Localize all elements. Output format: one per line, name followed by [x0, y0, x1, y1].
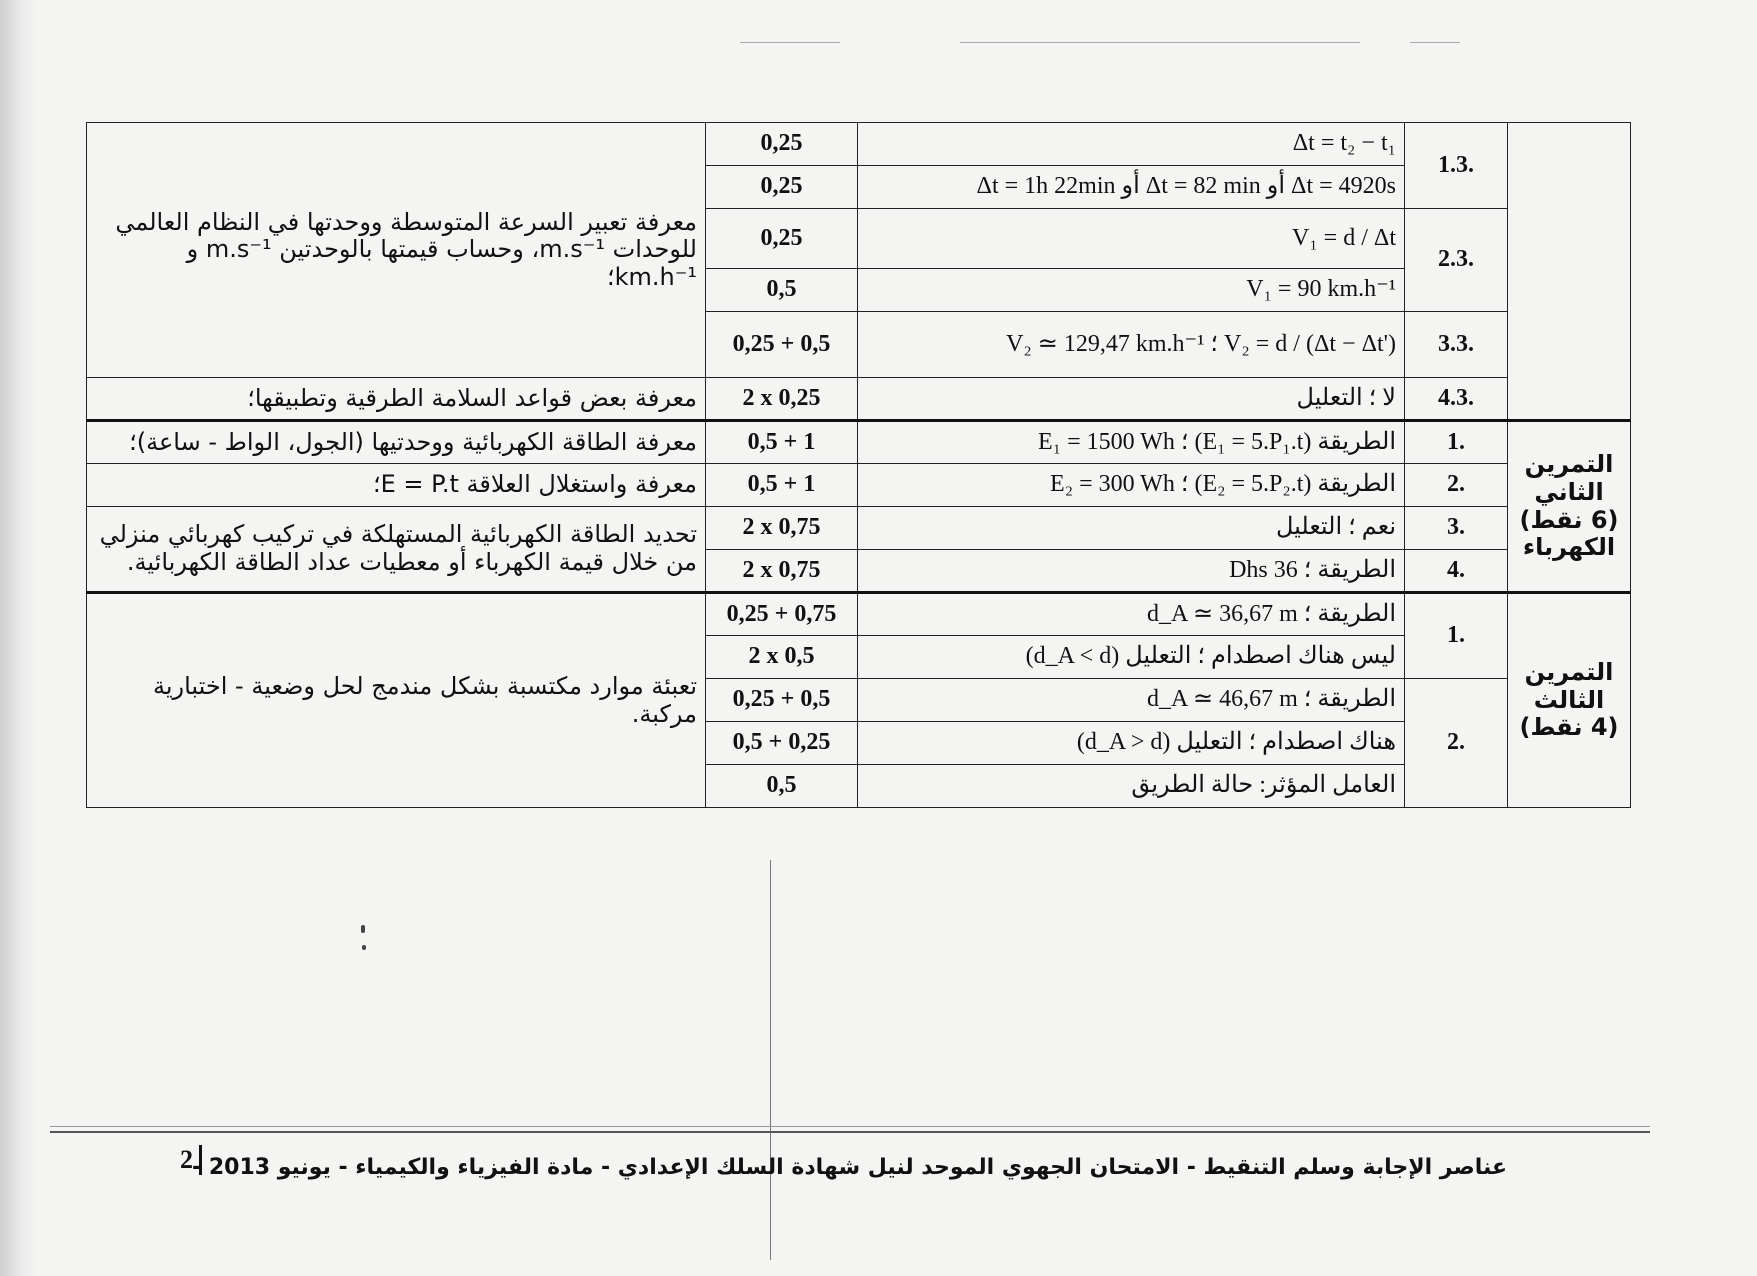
table-row	[87, 123, 1631, 166]
answer-cell: نعم ؛ التعليل	[858, 507, 1405, 550]
competency-text: معرفة تعبير السرعة المتوسطة ووحدتها في النظام العالمي للوحدات m.s⁻¹، وحساب قيمتها بالوحدتين m.s⁻¹ و km.h⁻¹؛	[115, 207, 697, 291]
answer-cell: الطريقة ؛ d_A ≃ 36,67 m	[858, 593, 1405, 636]
question-number: 2.	[1405, 464, 1508, 507]
footer-rule	[50, 1126, 1650, 1133]
score-cell: 0,5	[706, 765, 858, 808]
question-number: 3.	[1405, 507, 1508, 550]
scan-artifact	[740, 42, 840, 43]
score-cell: 2 x 0,5	[706, 636, 858, 679]
exercise-points: (4 نقط)	[1519, 713, 1619, 742]
question-number: 1.	[1405, 593, 1508, 679]
score-cell: 0,5 + 1	[706, 464, 858, 507]
exercise-label	[1508, 421, 1631, 593]
answer-cell: الطريقة (E₁ = 5.P₁.t) ؛ E₁ = 1500 Wh	[858, 421, 1405, 464]
exercise-topic: الكهرباء	[1522, 533, 1616, 562]
answer-cell: V₁ = 90 km.h⁻¹	[858, 269, 1405, 312]
scan-speck	[362, 945, 366, 950]
score-cell: 0,25	[706, 166, 858, 209]
scan-shadow	[0, 0, 38, 1276]
exercise-title: التمرين	[1524, 658, 1614, 687]
score-cell: 0,25	[706, 123, 858, 166]
score-cell: 0,25	[706, 209, 858, 269]
answer-cell: V₁ = d / Δt	[858, 209, 1405, 269]
score-cell: 0,25 + 0,5	[706, 679, 858, 722]
exercise-cell-blank	[1508, 123, 1631, 421]
answer-cell: ليس هناك اصطدام ؛ التعليل (d_A < d)	[858, 636, 1405, 679]
exercise-points: (6 نقط)	[1519, 505, 1619, 534]
exercise-title: التمرين	[1524, 450, 1614, 479]
score-cell: 0,5 + 1	[706, 421, 858, 464]
competency-cell: تعبئة موارد مكتسبة بشكل مندمج لحل وضعية - اختبارية مركبة.	[87, 593, 706, 808]
score-cell: 2 x 0,75	[706, 550, 858, 593]
grading-table	[86, 122, 1631, 808]
answer-cell: الطريقة ؛ d_A ≃ 46,67 m	[858, 679, 1405, 722]
competency-cell	[87, 123, 706, 378]
answer-cell: الطريقة ؛ 36 Dhs	[858, 550, 1405, 593]
table-row	[87, 507, 1631, 550]
page-number: 2	[180, 1145, 202, 1175]
question-number: 1.3.	[1405, 123, 1508, 209]
question-number: 1.	[1405, 421, 1508, 464]
answer-cell: العامل المؤثر: حالة الطريق	[858, 765, 1405, 808]
competency-cell: تحديد الطاقة الكهربائية المستهلكة في تركيب كهربائي منزلي من خلال قيمة الكهرباء أو معطيات عداد الطاقة الكهربائية.	[87, 507, 706, 593]
footer-title: عناصر الإجابة وسلم التنقيط - الامتحان الجهوي الموحد لنيل شهادة السلك الإعدادي - مادة الفيزياء والكيمياء - يونيو 2013 -	[192, 1155, 1507, 1180]
question-number: 3.3.	[1405, 312, 1508, 378]
table-row	[87, 464, 1631, 507]
table-row	[87, 421, 1631, 464]
question-number: 4.	[1405, 550, 1508, 593]
scan-artifact	[770, 860, 771, 1260]
score-cell: 0,5 + 0,25	[706, 722, 858, 765]
exercise-ordinal: الثالث	[1533, 685, 1605, 714]
competency-cell: معرفة واستغلال العلاقة E = P.t؛	[87, 464, 706, 507]
scan-artifact	[960, 42, 1360, 43]
scan-speck	[361, 925, 365, 933]
question-number: 2.	[1405, 679, 1508, 808]
score-cell: 0,5	[706, 269, 858, 312]
answer-cell: الطريقة (E₂ = 5.P₂.t) ؛ E₂ = 300 Wh	[858, 464, 1405, 507]
answer-cell: V₂ = d / (Δt − Δt') ؛ V₂ ≃ 129,47 km.h⁻¹	[858, 312, 1405, 378]
question-number: 2.3.	[1405, 209, 1508, 312]
table-row	[87, 378, 1631, 421]
answer-cell: Δt = 4920s أو Δt = 82 min أو Δt = 1h 22min	[858, 166, 1405, 209]
exercise-ordinal: الثاني	[1534, 477, 1604, 506]
question-number: 4.3.	[1405, 378, 1508, 421]
score-cell: 0,25 + 0,5	[706, 312, 858, 378]
competency-cell: معرفة بعض قواعد السلامة الطرقية وتطبيقها؛	[87, 378, 706, 421]
answer-cell: هناك اصطدام ؛ التعليل (d_A > d)	[858, 722, 1405, 765]
score-cell: 0,25 + 0,75	[706, 593, 858, 636]
scan-artifact	[1410, 42, 1460, 43]
score-cell: 2 x 0,75	[706, 507, 858, 550]
competency-cell: معرفة الطاقة الكهربائية ووحدتيها (الجول، الواط - ساعة)؛	[87, 421, 706, 464]
table-row	[87, 593, 1631, 636]
exercise-label	[1508, 593, 1631, 808]
answer-cell: لا ؛ التعليل	[858, 378, 1405, 421]
score-cell: 2 x 0,25	[706, 378, 858, 421]
answer-cell: Δt = t₂ − t₁	[858, 123, 1405, 166]
